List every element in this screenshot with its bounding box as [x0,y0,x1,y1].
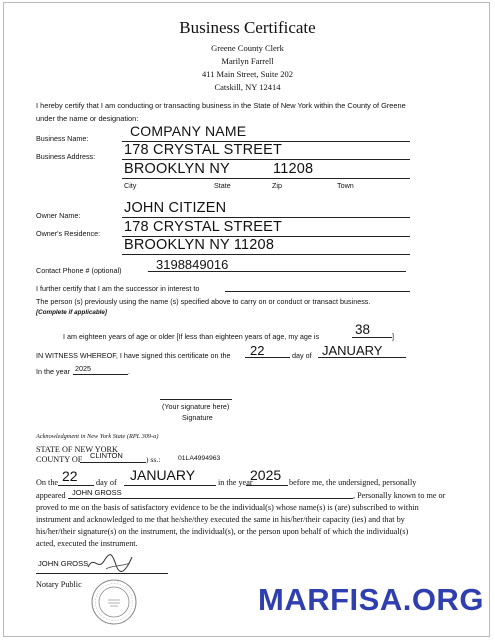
clerk-office: Greene County Clerk [211,43,284,53]
ack-in-year: in the year [218,478,253,487]
business-address-label: Business Address: [36,152,96,161]
owner-name-label: Owner Name: [36,211,81,220]
ack-person-line [68,498,353,499]
witness-day-line [245,357,290,358]
intro-line-2: under the name or designation: [36,114,139,123]
ack-day-line [58,485,94,486]
owner-name-value: JOHN CITIZEN [124,200,227,216]
witness-year-period: . [128,367,130,376]
ack-body-2: instrument and acknowledged to me that he/she/they executed the same in his/her/their capacity (ies) and that by [36,515,405,524]
ack-year-line [246,485,288,486]
clerk-address-1: 411 Main Street, Suite 202 [201,69,294,79]
ack-appeared: appeared [36,491,66,500]
age-value: 38 [355,322,371,337]
notary-signature-line [36,573,168,574]
town-caption: Town [337,181,354,190]
signature-line[interactable] [160,399,232,400]
intro-line-1: I hereby certify that I am conducting or transacting business in the State of New York within the County of Greene [36,101,406,110]
owner-name-line [122,217,410,218]
witness-text: IN WITNESS WHEREOF, I have signed this certificate on the [36,351,231,360]
ack-person: JOHN GROSS [72,488,122,497]
witness-month: JANUARY [322,343,383,358]
business-address-line1-rule [122,159,410,160]
business-name-label: Business Name: [36,134,89,143]
owner-residence-line2-rule [122,254,410,255]
ack-county-line [80,462,146,463]
business-address-line1: 178 CRYSTAL STREET [124,142,283,158]
ack-ss-id: 01LA4994963 [178,455,221,462]
owner-residence-line1: 178 CRYSTAL STREET [124,219,283,235]
watermark-text: MARFISA.ORG [258,582,484,617]
phone-label: Contact Phone # (optional) [36,266,122,275]
ack-year: 2025 [250,467,282,483]
successor-line-1: I further certify that I am the successor in interest to [36,284,200,293]
successor-line [225,291,410,292]
ack-body-4: acted, executed the instrument. [36,539,138,548]
witness-year: 2025 [75,364,91,373]
state-caption: State [214,181,231,190]
witness-year-line [73,374,128,375]
business-address-zip: 11208 [273,161,314,177]
age-statement: I am eighteen years of age or older [If less than eighteen years of age, my age is [63,332,320,341]
ack-state: STATE OF NEW YORK [36,445,118,454]
notary-public-label: Notary Public [36,580,82,589]
witness-month-line [318,357,406,358]
ack-county-value: CLINTON [90,451,123,460]
zip-caption: Zip [272,181,282,190]
ack-month: JANUARY [130,467,196,483]
owner-residence-label: Owner's Residence: [36,229,101,238]
ack-month-line [124,485,216,486]
ack-county-label: COUNTY OF [36,455,83,464]
ack-on-the: On the [36,478,59,487]
phone-value: 3198849016 [156,257,229,272]
signature-caption: Signature [182,413,213,422]
age-line [352,337,392,338]
ack-before: before me, the undersigned, personally [289,478,417,487]
signature-placeholder: (Your signature here) [162,402,230,411]
notary-signature-scribble [86,551,136,575]
clerk-name: Marilyn Farrell [221,56,274,66]
ack-heading: Acknowledgment in New York State (RPL 309-a) [36,433,159,440]
age-close-bracket: ] [392,332,394,341]
owner-residence-line2: BROOKLYN NY 11208 [124,237,275,253]
ack-known: , Personally known to me or [353,491,446,500]
ack-ss: ) ss.: [146,455,161,464]
witness-day: 22 [250,343,265,358]
clerk-address-2: Catskill, NY 12414 [214,82,281,92]
ack-body-1: proved to me on the basis of satisfactory evidence to be the individual(s) whose name(s) is (are) subscribed to within [36,503,419,512]
document-title: Business Certificate [179,18,316,37]
phone-line [148,271,406,272]
ack-day-of: day of [96,478,117,487]
ack-day: 22 [62,468,78,484]
city-caption: City [124,181,137,190]
witness-year-label: In the year [36,367,70,376]
notary-seal-icon [90,578,138,626]
complete-if-applicable-note: [Complete if applicable] [36,309,108,316]
business-address-city-state: BROOKLYN NY [124,161,230,177]
business-address-line2-rule [122,178,410,179]
ack-body-3: his/her/their signature(s) on the instrument, the individual(s), or the person upon behalf of which the individual(s) [36,527,409,536]
successor-line-2: The person (s) previously using the name (s) specified above to carry on or conduct or transact business. [36,297,371,306]
notary-name: JOHN GROSS [38,559,89,568]
business-name-value: COMPANY NAME [130,123,247,139]
witness-day-of: day of [292,351,312,360]
